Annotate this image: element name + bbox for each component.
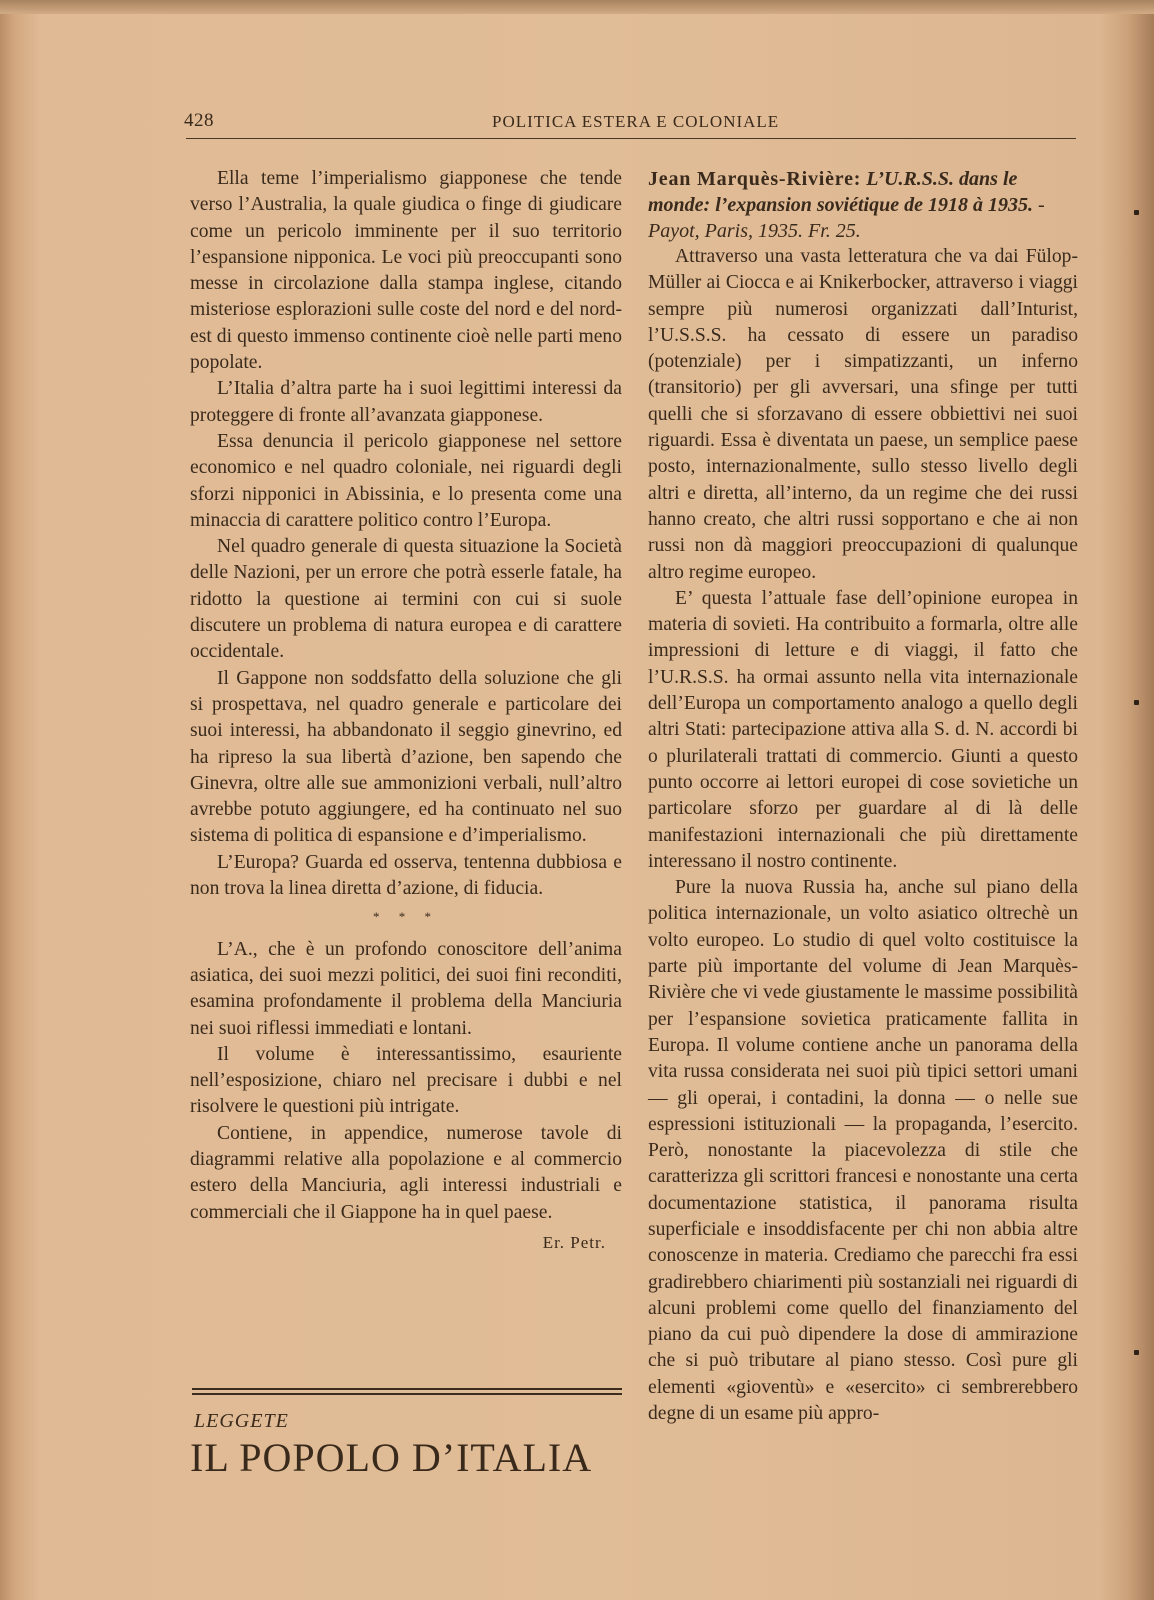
left-paragraph: Ella teme l’imperialismo giapponese che tende verso l’Australia, la quale giudica o finge di giudicare come un pericolo imminente per il suo territorio l’espansione nipponica. Le voci più preoccupanti sono messe in circolazione dalla stampa inglese, citando misteriose esplorazioni sulle coste del nord e del nord-est di questo immenso continente cioè nelle parti meno popolate. (190, 168, 622, 374)
running-head: POLITICA ESTERA E COLONIALE (492, 112, 780, 131)
page-number: 428 (184, 110, 214, 131)
review-author: Jean Marquès-Rivière: (648, 168, 862, 190)
left-paragraph: L’Europa? Guarda ed osserva, tentenna dubbiosa e non trova la linea diretta d’azione, di fiducia. (190, 851, 622, 900)
margin-mark (1134, 210, 1139, 215)
header-rule (186, 138, 1076, 139)
section-asterism: * * * (373, 909, 439, 925)
left-paragraph: Contiene, in appendice, numerose tavole di diagrammi relative alla popolazione e al commercio estero della Manciuria, agli interessi industriali e commerciali che il Giappone ha in quel paese. (190, 1122, 622, 1223)
review-publisher: - Payot, Paris, 1935. Fr. 25. (648, 194, 1045, 242)
margin-mark (1134, 700, 1139, 705)
left-paragraph: L’Italia d’altra parte ha i suoi legittimi interessi da proteggere di fronte all’avanzata giapponese. (190, 378, 622, 426)
page-header (184, 110, 1080, 140)
review-heading (648, 166, 1078, 244)
right-paragraph: Pure la nuova Russia ha, anche sul piano della politica internazionale, un volto asiatico oltrechè un volto europeo. Lo studio di quel volto costituisce la parte più importante del volume di Jean Marquès-Rivière che vi vede giustamente le massime possibilità per l’espansione sovietica praticamente fallita in Europa. Il volume contiene anche un panorama della vita russa considerata nei suoi più tipici settori umani — gli operai, i contadini, la donna — o nelle sue espressioni istituzionali — la propaganda, l’esercito. Però, nonostante la piacevolezza di stile che caratterizza gli scrittori francesi e nonostante una certa documentazione statistica, il panorama risulta superficiale e insoddisfacente per chi non abbia altre conoscenze in materia. Crediamo che parecchi fra essi gradirebbero chiarimenti più sostanziali nei riguardi di alcuni problemi come quello del finanziamento del piano da cui può dipendere la dose di ammirazione che si può tributare al piano stesso. Così pure gli elementi «gioventù» e «esercito» ci sembrerebbero degne di un esame più appro- (648, 877, 1078, 1425)
left-paragraph: L’A., che è un profondo conoscitore dell’anima asiatica, dei suoi mezzi politici, dei suoi fini reconditi, esamina profondamente il problema della Manciuria nei suoi riflessi immediati e lontani. (190, 938, 622, 1039)
right-paragraph: Attraverso una vasta letteratura che va dai Fülop-Müller ai Ciocca e ai Knikerbocker, attraverso i viaggi sempre più numerosi organizzati dall’Inturist, l’U.S.S.S. ha cessato di essere un paradiso (potenziale) per i simpatizzanti, un inferno (transitorio) per gli avversari, una sfinge per tutti quelli che si sforzavano di essere obbiettivi nei suoi riguardi. Essa è diventata un paese, un semplice paese posto, internazionalmente, sullo stesso livello degli altri e diretta, all’interno, da un regime che dei russi hanno creato, che altri russi sopportano e che ai non russi non dà maggiori preoccupazioni di qualunque altro regime europeo. (648, 246, 1078, 583)
advert-title: IL POPOLO D’ITALIA (190, 1435, 593, 1480)
left-paragraph: Nel quadro generale di questa situazione la Società delle Nazioni, per un errore che potrà esserle fatale, ha ridotto la questione ai termini con cui si suole discutere un problema di natura europea e di carattere occidentale. (190, 536, 622, 663)
right-column (648, 166, 1078, 1427)
review-title: L’U.R.S.S. dans le monde: l’expansion soviétique de 1918 à 1935. (648, 168, 1033, 216)
binding-margin (1122, 60, 1154, 1560)
page-top-edge (0, 0, 1154, 14)
left-paragraph: Il volume è interessantissimo, esauriente nell’esposizione, chiaro nel precisare i dubbi e nel risolvere le questioni più intrigate. (190, 1043, 622, 1118)
left-paragraph: Essa denuncia il pericolo giapponese nel settore economico e nel quadro coloniale, nei riguardi degli sforzi nipponici in Abissinia, e lo presenta come una minaccia di carattere politico contro l’Europa. (190, 430, 622, 531)
advert-label: LEGGETE (194, 1410, 289, 1432)
margin-mark (1134, 1350, 1139, 1355)
double-rule (192, 1388, 622, 1395)
left-paragraph: Il Gappone non soddsfatto della soluzione che gli si prospettava, nel quadro generale e particolare dei suoi interessi, ha abbandonato il seggio ginevrino, ed ha ripreso la sua libertà d’azione, ben sapendo che Ginevra, oltre alle sue ammonizioni verbali, null’altro avrebbe potuto aggiungere, ed ha continuato nel suo sistema di politica di espansione e d’imperialismo. (190, 667, 622, 847)
left-column (190, 166, 622, 1256)
right-paragraph: E’ questa l’attuale fase dell’opinione europea in materia di sovieti. Ha contribuito a formarla, oltre alle impressioni di letture e di viaggi, il fatto che l’U.R.S.S. ha ormai assunto nella vita internazionale dell’Europa un comportamento analogo a quello degli altri Stati: partecipazione attiva alla S. d. N. accordi bi o plurilaterali trattati di commercio. Giunti a questo punto occorre ai lettori europei di cose sovietiche un particolare sforzo per guardare al di là delle manifestazioni internazionali che più direttamente interessano il nostro continente. (648, 587, 1078, 872)
author-signature: Er. Petr. (542, 1232, 606, 1252)
